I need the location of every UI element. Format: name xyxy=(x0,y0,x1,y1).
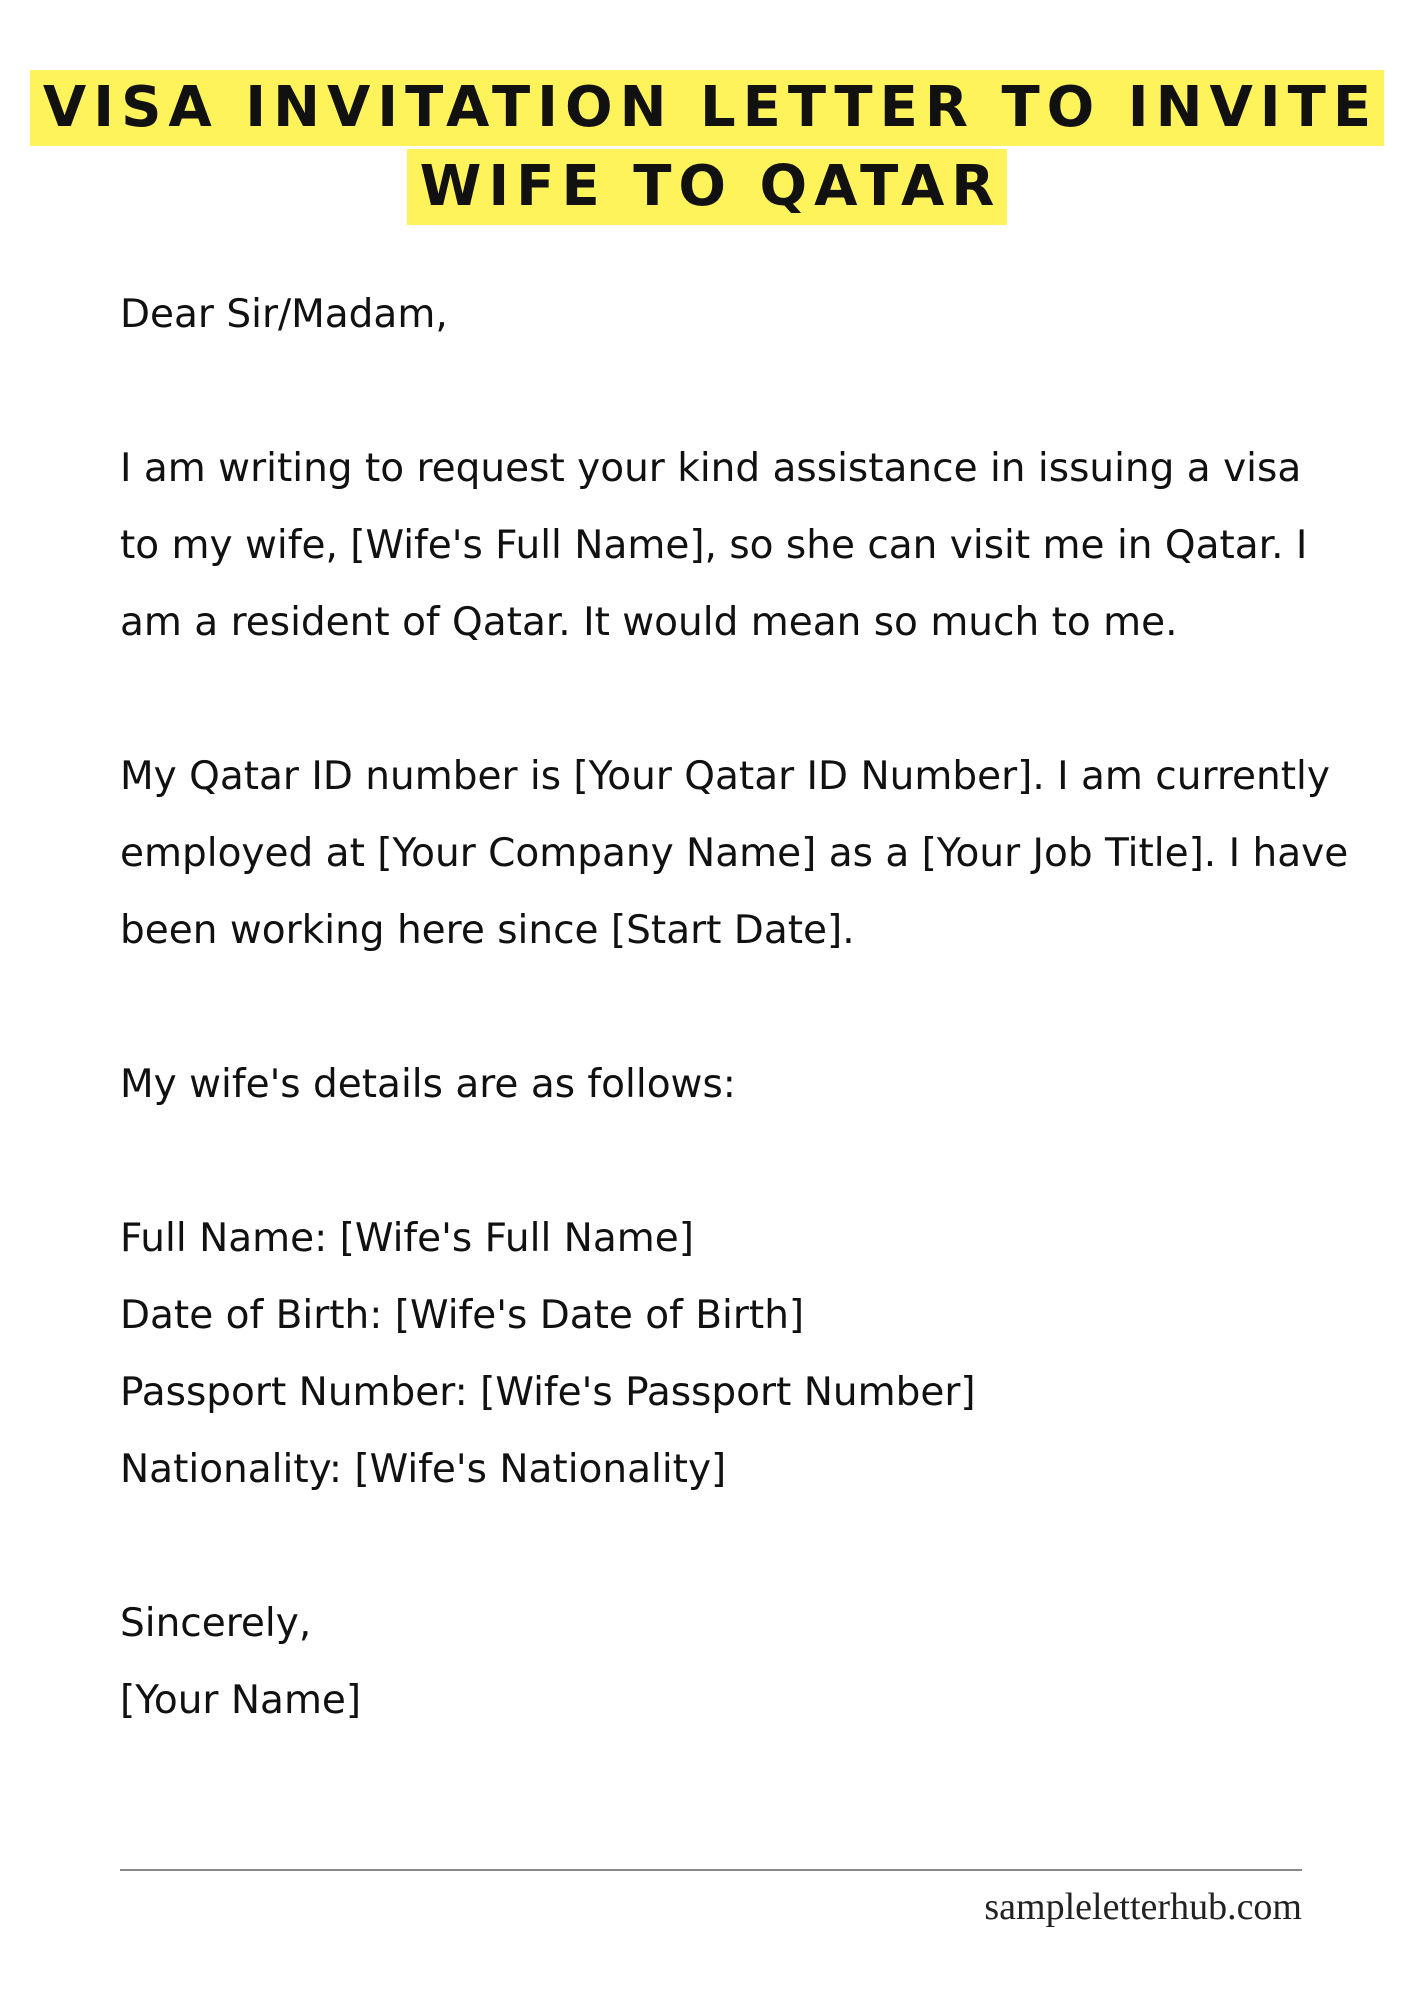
title-line-1: VISA INVITATION LETTER TO INVITE xyxy=(30,70,1384,146)
detail-full-name: Full Name: [Wife's Full Name] xyxy=(120,1216,694,1261)
spacer xyxy=(120,353,1350,430)
footer-website: sampleletterhub.com xyxy=(984,1886,1302,1928)
letter-body xyxy=(120,276,1350,1739)
page-title xyxy=(0,70,1414,225)
detail-nationality: Nationality: [Wife's Nationality] xyxy=(120,1447,727,1492)
title-line-2: WIFE TO QATAR xyxy=(407,149,1008,225)
details-intro: My wife's details are as follows: xyxy=(120,1062,736,1107)
paragraph-request: I am writing to request your kind assistance in issuing a visa to my wife, [Wife's Full Name], so she can visit me in Qatar. I am a resident of Qatar. It would mean so much to me. xyxy=(120,446,1308,645)
spacer xyxy=(120,661,1350,738)
closing: Sincerely, xyxy=(120,1601,312,1646)
detail-date-of-birth: Date of Birth: [Wife's Date of Birth] xyxy=(120,1293,805,1338)
spacer xyxy=(120,1508,1350,1585)
spacer xyxy=(120,1123,1350,1200)
signature: [Your Name] xyxy=(120,1678,362,1723)
paragraph-employment: My Qatar ID number is [Your Qatar ID Number]. I am currently employed at [Your Company Name] as a [Your Job Title]. I have been working here since [Start Date]. xyxy=(120,754,1349,953)
spacer xyxy=(120,969,1350,1046)
salutation: Dear Sir/Madam, xyxy=(120,292,448,337)
detail-passport-number: Passport Number: [Wife's Passport Number] xyxy=(120,1370,976,1415)
footer-divider xyxy=(120,1869,1302,1871)
